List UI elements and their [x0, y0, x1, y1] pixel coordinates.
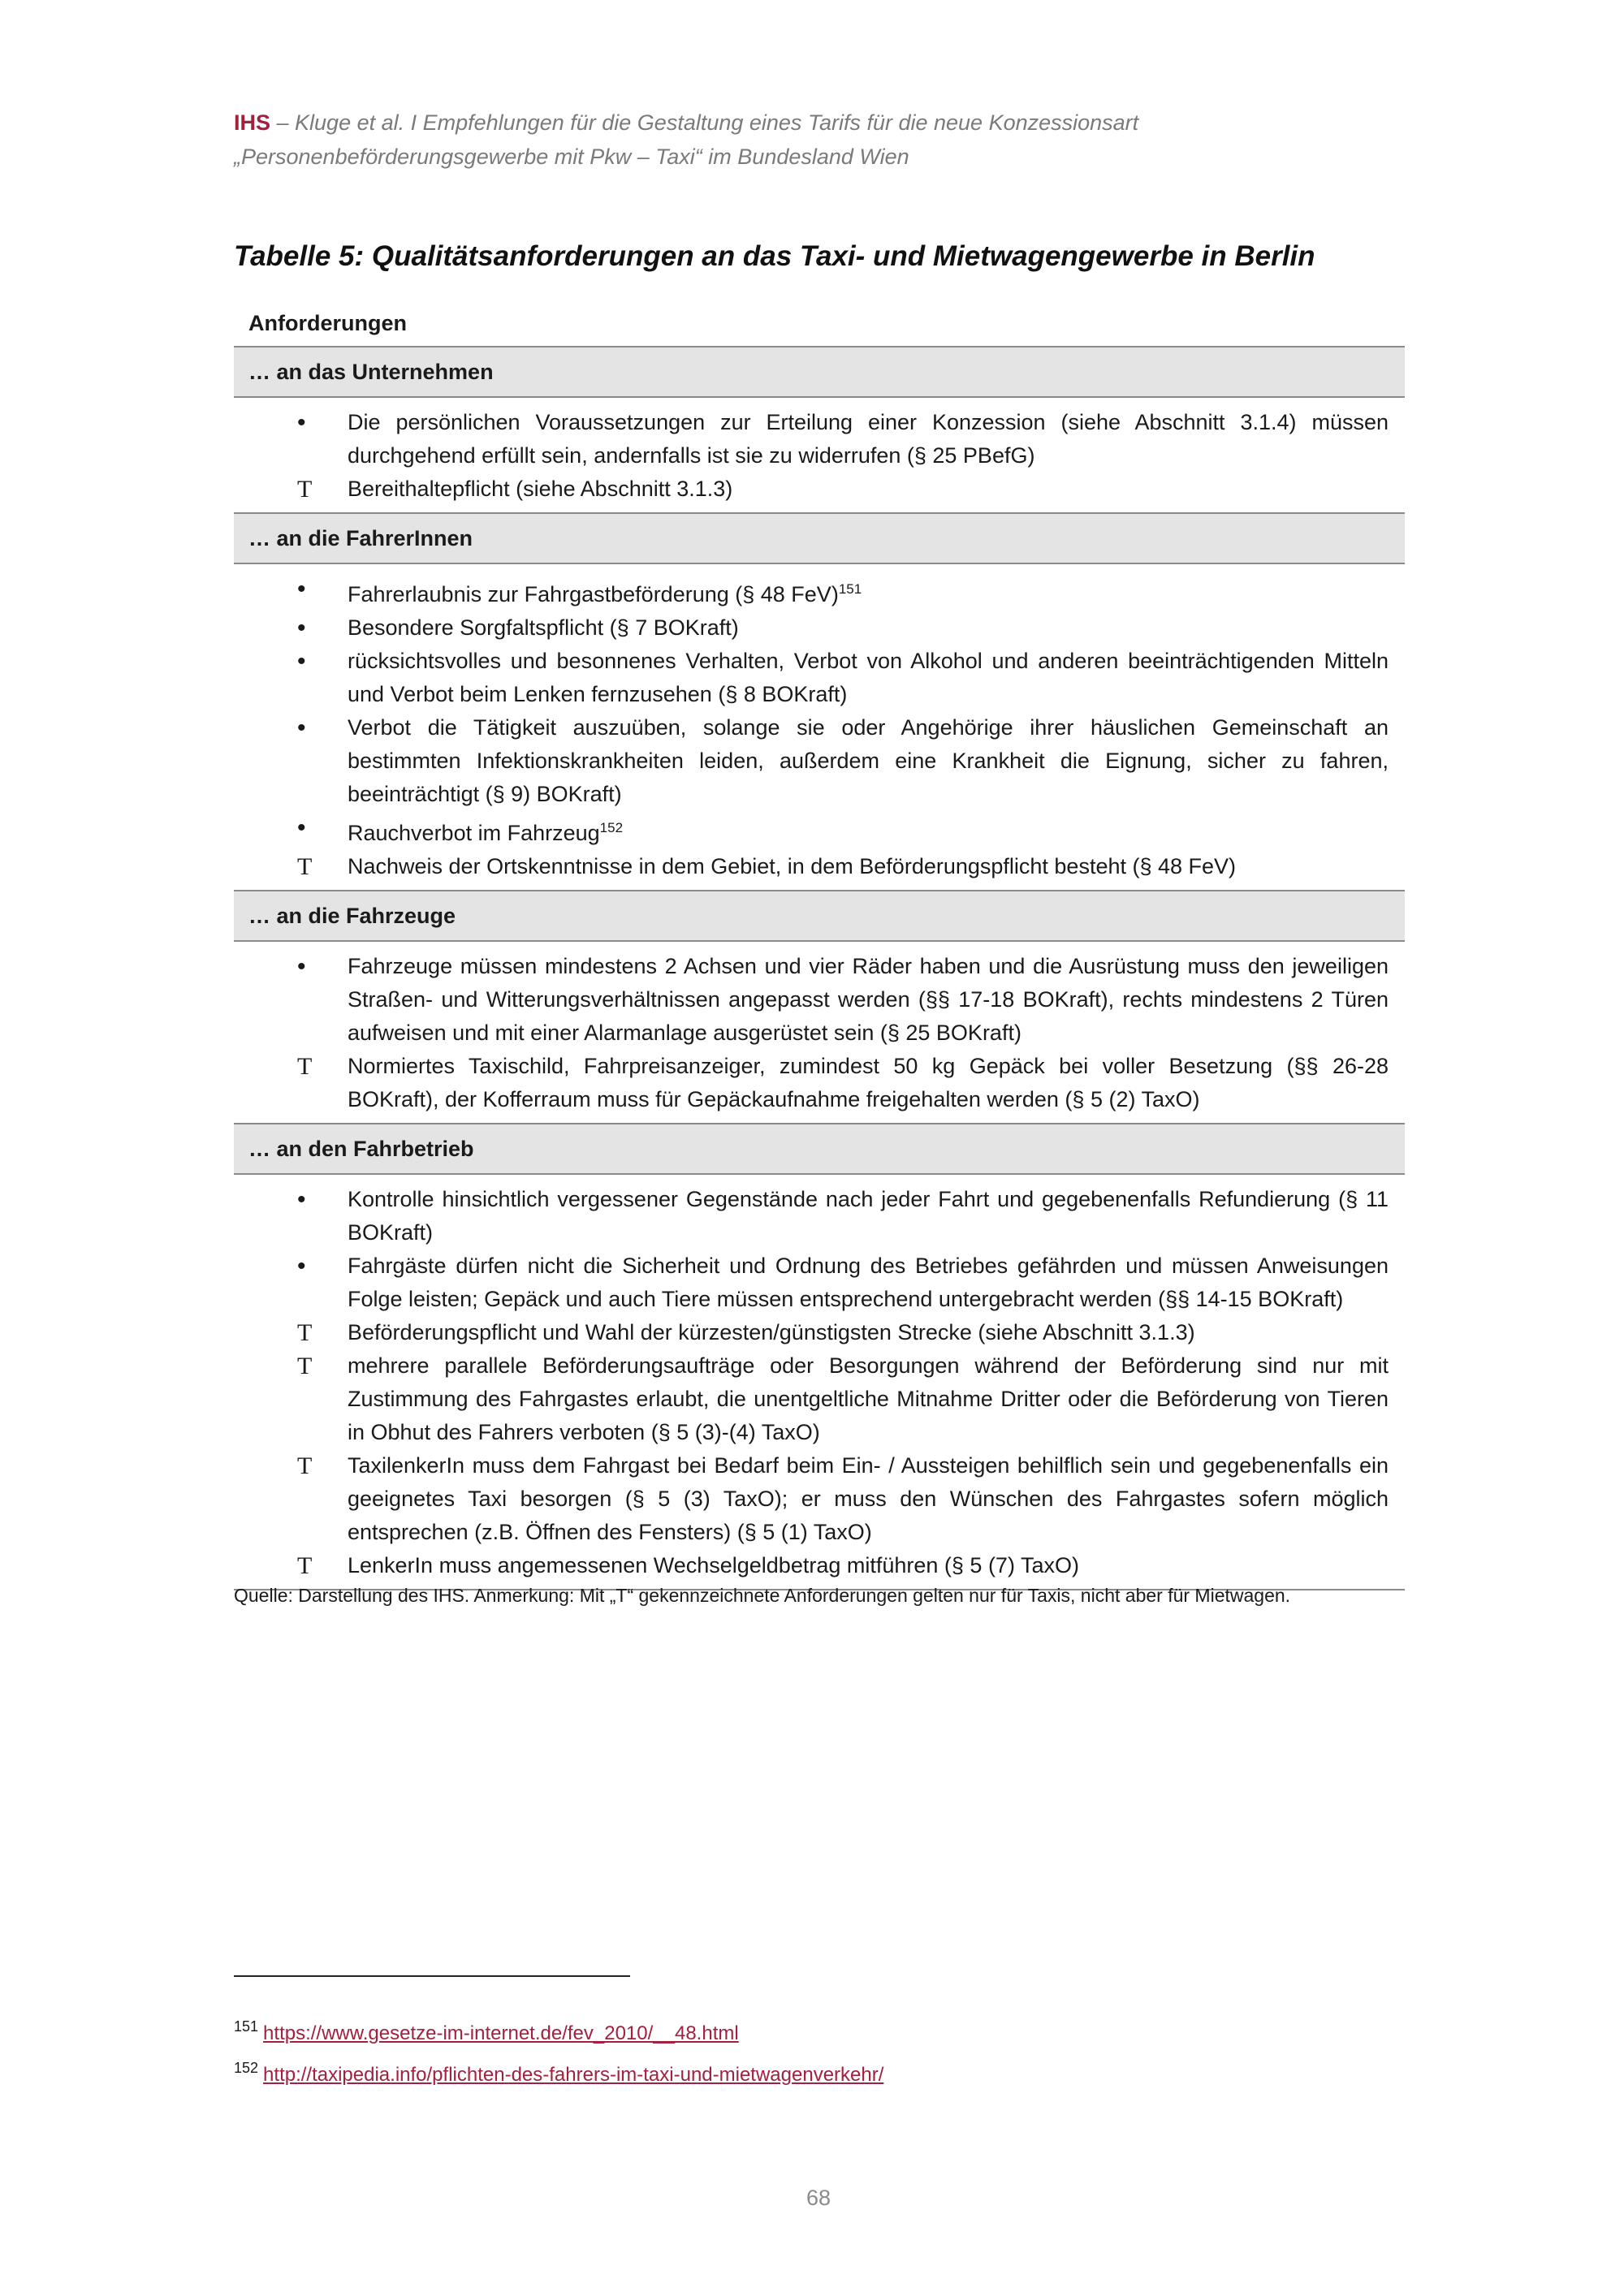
footnote-divider [234, 1975, 630, 1977]
table-sections [234, 347, 1405, 1590]
requirement-item [234, 1316, 1389, 1349]
requirement-text [348, 645, 1389, 711]
bullet-icon: • [297, 1186, 306, 1213]
requirement-text [348, 1183, 1389, 1249]
bullet-icon: • [297, 714, 306, 741]
requirement-text-body: Kontrolle hinsichtlich vergessener Gegenstände nach jeder Fahrt und gegebenenfalls Refundierung (§ 11 BOKraft) [348, 1187, 1389, 1245]
requirement-item [234, 850, 1389, 883]
requirement-text-body: Fahrzeuge müssen mindestens 2 Achsen und vier Räder haben und die Ausrüstung muss den jeweiligen Straßen- und Witterungsverhältnissen angepasst werden (§§ 17-18 BOKraft), rechts mindestens 2 Türen aufweisen und mit einer Alarmanlage ausgerüstet sein (§ 25 BOKraft) [348, 954, 1389, 1045]
bullet-icon: • [297, 814, 306, 841]
header-line-2: „Personenbeförderungsgewerbe mit Pkw – Taxi“ im Bundesland Wien [234, 145, 909, 169]
requirement-text-body: Besondere Sorgfaltspflicht (§ 7 BOKraft) [348, 615, 739, 640]
table-section [234, 891, 1405, 1124]
requirement-list [234, 398, 1405, 512]
requirement-list [234, 1175, 1405, 1589]
requirement-list [234, 564, 1405, 890]
requirement-text-body: mehrere parallele Beförderungsaufträge oder Besorgungen während der Beförderung sind nur mit Zustimmung des Fahrgastes erlaubt, die unentgeltliche Mitnahme Dritter oder die Beförderung von Tieren in Obhut des Fahrers verboten (§ 5 (3)-(4) TaxO) [348, 1353, 1389, 1444]
requirement-text [348, 950, 1389, 1050]
footnote-reference[interactable]: 151 [838, 581, 862, 597]
requirement-text-body: TaxilenkerIn muss dem Fahrgast bei Bedarf beim Ein- / Aussteigen behilflich sein und gegebenenfalls ein geeignetes Taxi besorgen (§ 5 (3) TaxO); er muss den Wünschen des Fahrgastes sofern möglich entsprechen (z.B. Öffnen des Fensters) (§ 5 (1) TaxO) [348, 1453, 1389, 1544]
requirement-text [348, 1449, 1389, 1549]
requirement-text-body: LenkerIn muss angemessenen Wechselgeldbetrag mitführen (§ 5 (7) TaxO) [348, 1553, 1079, 1577]
bullet-icon: • [297, 1253, 306, 1280]
requirement-item [234, 406, 1389, 473]
taxi-only-marker: T [297, 1319, 313, 1346]
footnote-link[interactable]: http://taxipedia.info/pflichten-des-fahrers-im-taxi-und-mietwagenverkehr/ [263, 2064, 884, 2086]
taxi-only-marker: T [297, 853, 313, 880]
header-line-1 [234, 106, 1403, 140]
footnote-link[interactable]: https://www.gesetze-im-internet.de/fev_2010/__48.html [263, 2022, 739, 2044]
header-org: IHS [234, 110, 271, 135]
bullet-icon: • [297, 576, 306, 602]
requirement-list [234, 942, 1405, 1123]
requirement-text [348, 1050, 1389, 1116]
running-header [234, 106, 1403, 174]
requirement-text-body: Fahrgäste dürfen nicht die Sicherheit und Ordnung des Betriebes gefährden und müssen Anweisungen Folge leisten; Gepäck und auch Tiere müssen entsprechend untergebracht werden (§§ 14-15 BOKraft) [348, 1254, 1389, 1311]
requirement-text-body: Beförderungspflicht und Wahl der kürzesten/günstigsten Strecke (siehe Abschnitt 3.1.3) [348, 1320, 1195, 1344]
requirement-text [348, 811, 1389, 850]
header-line-1-text: – Kluge et al. I Empfehlungen für die Gestaltung eines Tarifs für die neue Konzessionsart [270, 110, 1139, 135]
requirement-item [234, 711, 1389, 811]
requirement-item [234, 950, 1389, 1050]
footnote-152 [234, 2051, 1403, 2092]
requirement-text [348, 1549, 1389, 1582]
requirement-item [234, 811, 1389, 850]
taxi-only-marker: T [297, 1353, 313, 1379]
footnotes [234, 2009, 1403, 2092]
section-heading: … an das Unternehmen [234, 347, 1405, 398]
requirement-item [234, 1549, 1389, 1582]
taxi-only-marker: T [297, 1053, 313, 1080]
requirement-text-body: Bereithaltepflicht (siehe Abschnitt 3.1.3) [348, 477, 733, 501]
requirement-text-body: Fahrerlaubnis zur Fahrgastbeförderung (§ 48 FeV) [348, 582, 839, 606]
table-title: Tabelle 5: Qualitätsanforderungen an das Taxi- und Mietwagengewerbe in Berlin [234, 240, 1315, 272]
section-heading: … an die Fahrzeuge [234, 891, 1405, 942]
requirement-item [234, 572, 1389, 611]
table-section [234, 1124, 1405, 1590]
requirement-text-body: Nachweis der Ortskenntnisse in dem Gebiet, in dem Beförderungspflicht besteht (§ 48 FeV) [348, 854, 1237, 878]
table-section [234, 347, 1405, 514]
requirement-text [348, 850, 1389, 883]
requirement-item [234, 645, 1389, 711]
requirement-item [234, 1449, 1389, 1549]
requirement-item [234, 1050, 1389, 1116]
requirement-text [348, 611, 1389, 645]
requirement-text [348, 473, 1389, 506]
footnote-number: 151 [234, 2018, 259, 2035]
requirement-text [348, 572, 1389, 611]
requirement-text [348, 711, 1389, 811]
bullet-icon: • [297, 953, 306, 980]
requirement-text [348, 1249, 1389, 1316]
taxi-only-marker: T [297, 1552, 313, 1579]
requirement-item [234, 1183, 1389, 1249]
bullet-icon: • [297, 615, 306, 641]
table-section [234, 514, 1405, 891]
requirement-text [348, 1349, 1389, 1449]
taxi-only-marker: T [297, 1452, 313, 1479]
taxi-only-marker: T [297, 476, 313, 503]
requirement-text-body: Normiertes Taxischild, Fahrpreisanzeiger, zumindest 50 kg Gepäck bei voller Besetzung (§§ 26-28 BOKraft), der Kofferraum muss für Gepäckaufnahme freigehalten werden (§ 5 (2) TaxO) [348, 1054, 1389, 1111]
footnote-number: 152 [234, 2060, 259, 2076]
source-note: Quelle: Darstellung des IHS. Anmerkung: Mit „T“ gekennzeichnete Anforderungen gelten nur für Taxis, nicht aber für Mietwagen. [234, 1585, 1291, 1606]
requirement-text-body: Die persönlichen Voraussetzungen zur Erteilung einer Konzession (siehe Abschnitt 3.1.4) müssen durchgehend erfüllt sein, andernfalls ist sie zu widerrufen (§ 25 PBefG) [348, 410, 1389, 468]
requirement-text [348, 1316, 1389, 1349]
requirement-text-body: Verbot die Tätigkeit auszuüben, solange sie oder Angehörige ihrer häuslichen Gemeinschaft an bestimmten Infektionskrankheiten leiden, außerdem eine Krankheit die Eignung, sicher zu fahren, beeinträchtigt (§ 9) BOKraft) [348, 715, 1389, 806]
section-heading: … an die FahrerInnen [234, 514, 1405, 564]
requirement-item [234, 611, 1389, 645]
footnote-151 [234, 2009, 1403, 2051]
table-column-header: Anforderungen [234, 300, 1405, 347]
requirement-text [348, 406, 1389, 473]
requirement-item [234, 1349, 1389, 1449]
requirement-text-body: Rauchverbot im Fahrzeug [348, 821, 600, 845]
section-heading: … an den Fahrbetrieb [234, 1124, 1405, 1175]
page-number: 68 [806, 2186, 831, 2210]
requirement-text-body: rücksichtsvolles und besonnenes Verhalten, Verbot von Alkohol und anderen beeinträchtigenden Mitteln und Verbot beim Lenken fernzusehen (§ 8 BOKraft) [348, 649, 1389, 706]
requirements-table [234, 300, 1405, 1590]
footnote-reference[interactable]: 152 [599, 820, 624, 835]
requirement-item [234, 1249, 1389, 1316]
bullet-icon: • [297, 409, 306, 436]
requirement-item [234, 473, 1389, 506]
bullet-icon: • [297, 648, 306, 675]
